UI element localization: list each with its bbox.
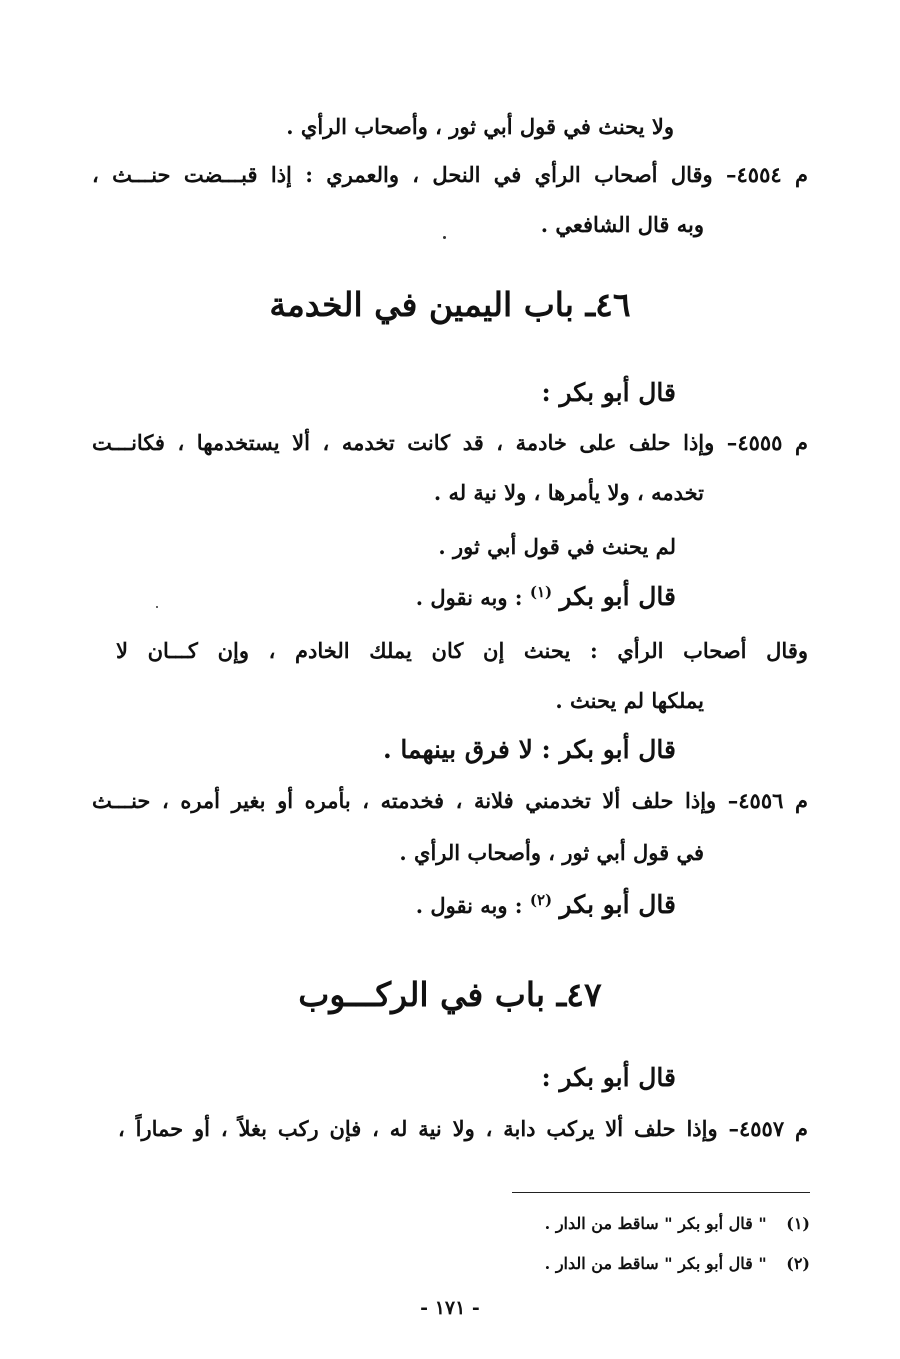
qal-abu-bakr-5: قال أبو بكر :	[541, 1063, 676, 1092]
ink-speck	[443, 236, 446, 239]
section-46-heading: ٤٦ـ باب اليمين في الخدمة	[269, 285, 631, 324]
qal-abu-bakr-2-label: قال أبو بكر	[559, 582, 676, 611]
footnote-2-marker: (٢)	[786, 1254, 810, 1273]
footnote-ref-1: (١)	[529, 583, 553, 601]
entry-4557-line-1: م ٤٥٥٧– وإذا حلف ألا يركب دابة ، ولا نية له ، فإن ركب بغلاً ، أو حماراً ،	[118, 1116, 808, 1141]
entry-4556-line-1: م ٤٥٥٦– وإذا حلف ألا تخدمني فلانة ، فخدمته ، بأمره أو بغير أمره ، حنـــث	[92, 788, 808, 813]
entry-4555-line-1: م ٤٥٥٥– وإذا حلف على خادمة ، قد كانت تخدمه ، ألا يستخدمها ، فكانـــت	[92, 430, 808, 455]
qal-abu-bakr-4-text: : وبه نقول .	[415, 893, 523, 918]
ashab-line-1: وقال أصحاب الرأي : يحنث إن كان يملك الخادم ، وإن كـــان لا	[116, 638, 808, 663]
entry-4556-line-2: في قول أبي ثور ، وأصحاب الرأي .	[399, 840, 704, 865]
entry-4555-line-2: تخدمه ، ولا يأمرها ، ولا نية له .	[433, 480, 704, 505]
abu-thawr-line: لم يحنث في قول أبي ثور .	[438, 534, 676, 559]
footnote-ref-2: (٢)	[529, 891, 553, 909]
ashab-line-2: يملكها لم يحنث .	[555, 688, 704, 713]
qal-abu-bakr-2-text: : وبه نقول .	[415, 585, 523, 610]
footnote-2-text: " قال أبو بكر " ساقط من الدار .	[544, 1254, 767, 1273]
footnote-divider	[512, 1192, 810, 1193]
footnote-2	[545, 1252, 810, 1276]
qal-abu-bakr-4	[416, 890, 676, 921]
qal-abu-bakr-1: قال أبو بكر :	[541, 378, 676, 407]
footnote-1-text: " قال أبو بكر " ساقط من الدار .	[544, 1214, 767, 1233]
qal-abu-bakr-4-label: قال أبو بكر	[559, 890, 676, 919]
page-number: - ١٧١ -	[420, 1297, 480, 1319]
ink-speck	[156, 606, 158, 608]
body-line-1: ولا يحنث في قول أبي ثور ، وأصحاب الرأي .	[286, 114, 674, 139]
entry-4554-line: م ٤٥٥٤– وقال أصحاب الرأي في النحل ، والعمري : إذا قبـــضت حنـــث ،	[92, 162, 808, 187]
body-line-3: وبه قال الشافعي .	[540, 212, 704, 237]
footnote-1-marker: (١)	[786, 1214, 810, 1233]
qal-abu-bakr-2	[416, 582, 676, 613]
footnote-1	[545, 1212, 810, 1236]
qal-abu-bakr-3: قال أبو بكر : لا فرق بينهما .	[382, 735, 676, 764]
section-47-heading: ٤٧ـ باب في الركـــوب	[298, 975, 602, 1014]
